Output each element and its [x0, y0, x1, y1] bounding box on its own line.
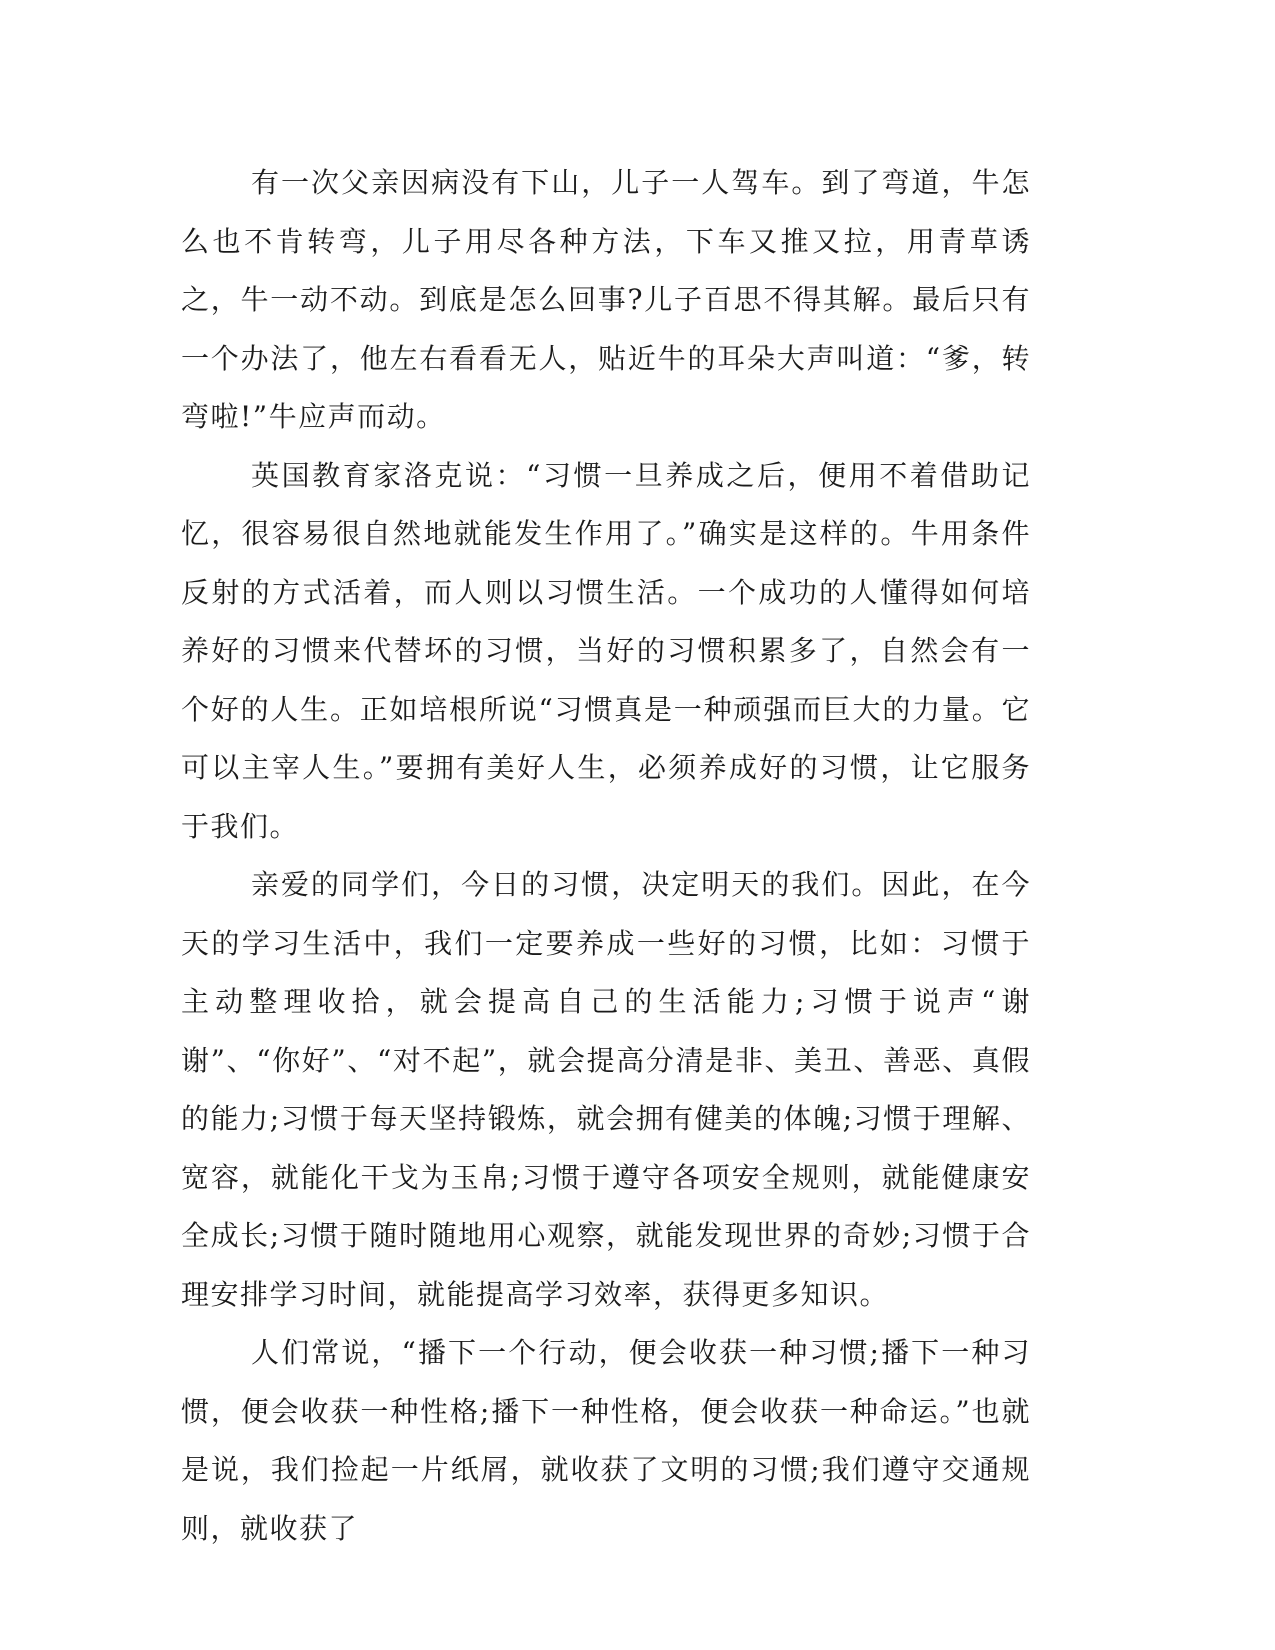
- document-body: [181, 154, 1031, 1558]
- paragraph-1: 有一次父亲因病没有下山，儿子一人驾车。到了弯道，牛怎么也不肯转弯，儿子用尽各种方法，下车又推又拉，用青草诱之，牛一动不动。到底是怎么回事?儿子百思不得其解。最后只有一个办法了，他左右看看无人，贴近牛的耳朵大声叫道：“爹，转弯啦!”牛应声而动。: [181, 166, 1031, 433]
- paragraph-2: 英国教育家洛克说：“习惯一旦养成之后，便用不着借助记忆，很容易很自然地就能发生作用了。”确实是这样的。牛用条件反射的方式活着，而人则以习惯生活。一个成功的人懂得如何培养好的习惯来代替坏的习惯，当好的习惯积累多了，自然会有一个好的人生。正如培根所说“习惯真是一种顽强而巨大的力量。它可以主宰人生。”要拥有美好人生，必须养成好的习惯，让它服务于我们。: [181, 458, 1031, 843]
- paragraph-4: 人们常说，“播下一个行动，便会收获一种习惯;播下一种习惯，便会收获一种性格;播下一种性格，便会收获一种命运。”也就是说，我们捡起一片纸屑，就收获了文明的习惯;我们遵守交通规则，就收获了: [181, 1336, 1031, 1545]
- paragraph-3: 亲爱的同学们，今日的习惯，决定明天的我们。因此，在今天的学习生活中，我们一定要养成一些好的习惯，比如：习惯于主动整理收拾，就会提高自己的生活能力;习惯于说声“谢谢”、“你好”、“对不起”，就会提高分清是非、美丑、善恶、真假的能力;习惯于每天坚持锻炼，就会拥有健美的体魄;习惯于理解、宽容，就能化干戈为玉帛;习惯于遵守各项安全规则，就能健康安全成长;习惯于随时随地用心观察，就能发现世界的奇妙;习惯于合理安排学习时间，就能提高学习效率，获得更多知识。: [181, 868, 1031, 1311]
